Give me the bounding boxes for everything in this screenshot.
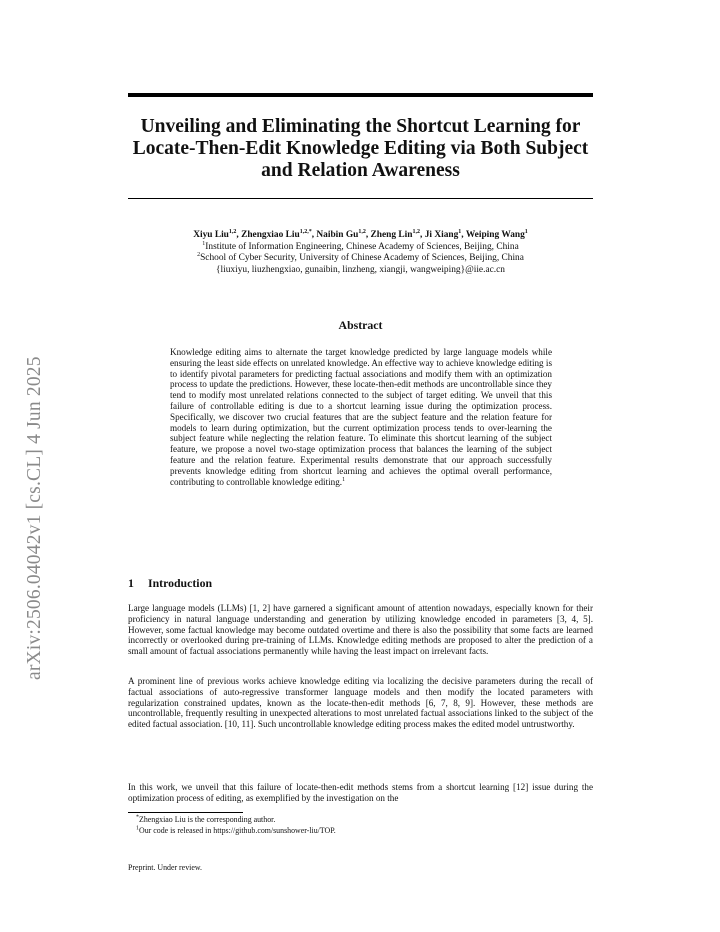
title-bottom-rule (128, 198, 593, 199)
affiliation-mark: 1,2 (228, 228, 237, 235)
abstract-text (170, 347, 552, 487)
author-emails: {liuxiyu, liuzhengxiao, gunaibin, linzheng, xiangji, wangweiping}@iie.ac.cn (216, 264, 505, 275)
affiliation-text: School of Cyber Security, University of Chinese Academy of Sciences, Beijing, China (200, 253, 524, 263)
author-name: Ji Xiang (424, 230, 459, 240)
intro-paragraph-3: In this work, we unveil that this failure of locate-then-edit methods stems from a shortcut learning [12] issue during the optimization process of editing, as exemplified by the investigation on the (128, 782, 593, 803)
footnote-text: Zhengxiao Liu is the corresponding author. (139, 815, 276, 824)
footnote-1 (136, 815, 275, 825)
affiliation-mark: 1 (202, 240, 206, 247)
footnote-mark: 1 (342, 476, 346, 483)
paper-title: Unveiling and Eliminating the Shortcut Learning for Locate-Then-Edit Knowledge Editing via Both Subject and Relation Awareness (132, 116, 589, 181)
author-block (128, 230, 593, 276)
affiliation-mark: 1 (458, 228, 462, 235)
author-names: Xiyu Liu$^{1,2}$, Zhengxiao Liu$^{1,2,*}$, Naibin Gu$^{1,2}$, Zheng Lin$^{1,2}$, Ji Xiang$^1$, Weiping Wang$^1$ (193, 228, 528, 240)
footnote-2 (136, 826, 336, 836)
abstract-heading: Abstract (338, 318, 383, 332)
abstract-body: Knowledge editing aims to alternate the target knowledge predicted by large language models while ensuring the least side effects on unrelated knowledge. An effective way to achieve knowledge editing is to identify pivotal parameters for predicting factual associations and modify them with an optimization process to update the predictions. However, these locate-then-edit methods are uncontrollable since they tend to modify most unrelated relations connected to the subject of target editing. We unveil that this failure of controllable editing is due to a shortcut learning issue during the optimization process. Specifically, we discover two crucial features that are the subject feature and the relation feature for models to learn during optimization, but the current optimization process tends to over-learning the subject feature while neglecting the relation feature. To eliminate this shortcut learning of the subject feature, we propose a novel two-stage optimization process that balances the learning of the subject feature and the relation feature. Experimental results demonstrate that our approach successfully prevents knowledge editing from shortcut learning and achieves the optimal overall performance, contributing to controllable knowledge editing. (170, 347, 552, 487)
affiliation-text: Institute of Information Engineering, Chinese Academy of Sciences, Beijing, China (205, 241, 519, 252)
section-number: 1 (128, 576, 134, 590)
section-heading (128, 576, 212, 591)
preprint-note: Preprint. Under review. (128, 863, 202, 872)
arxiv-identifier: arXiv:2506.04042v1 [cs.CL] 4 Jun 2025 (24, 356, 45, 680)
affiliation-mark: 2 (197, 251, 201, 258)
title-top-rule (128, 93, 593, 97)
affiliation-mark: 1 (524, 228, 528, 235)
footnote-mark: * (136, 814, 139, 821)
author-name: Weiping Wang (465, 230, 525, 240)
author-name: Zheng Lin (370, 230, 413, 240)
affiliation-2 (128, 253, 593, 265)
footnote-mark: 1 (136, 825, 139, 832)
affiliation-mark: 1,2 (358, 228, 366, 235)
intro-paragraph-2: A prominent line of previous works achieve knowledge editing via localizing the decisive parameters during the recall of factual associations of auto-regressive transformer language models and then modify the located parameters with regularization constrained updates, known as the locate-then-edit methods [6, 7, 8, 9]. However, these methods are uncontrollable, frequently resulting in unexpected alterations to most unrelated factual associations linked to the subject of the edited factual association. [10, 11]. Such uncontrollable knowledge editing process makes the edited model untrustworthy. (128, 676, 593, 730)
author-name: Zhengxiao Liu (241, 230, 300, 240)
author-name: Naibin Gu (316, 230, 359, 240)
author-name: Xiyu Liu (193, 230, 229, 240)
affiliation-mark: 1,2 (412, 228, 420, 235)
affiliation-mark: 1,2,* (299, 228, 312, 235)
footnote-rule (128, 812, 243, 813)
intro-paragraph-1: Large language models (LLMs) [1, 2] have garnered a significant amount of attention nowadays, especially known for their proficiency in natural language understanding and generation by utilizing knowledge encoded in parameters [3, 4, 5]. However, some factual knowledge may become outdated overtime and there is also the possibility that some facts are learned incorrectly or overlooked during pre-training of LLMs. Knowledge editing methods are proposed to alter the prediction of a small amount of factual associations permanently while having the least impact on irrelevant facts. (128, 603, 593, 657)
section-title: Introduction (148, 576, 213, 590)
footnote-text: Our code is released in https://github.com/sunshower-liu/TOP. (139, 826, 336, 835)
